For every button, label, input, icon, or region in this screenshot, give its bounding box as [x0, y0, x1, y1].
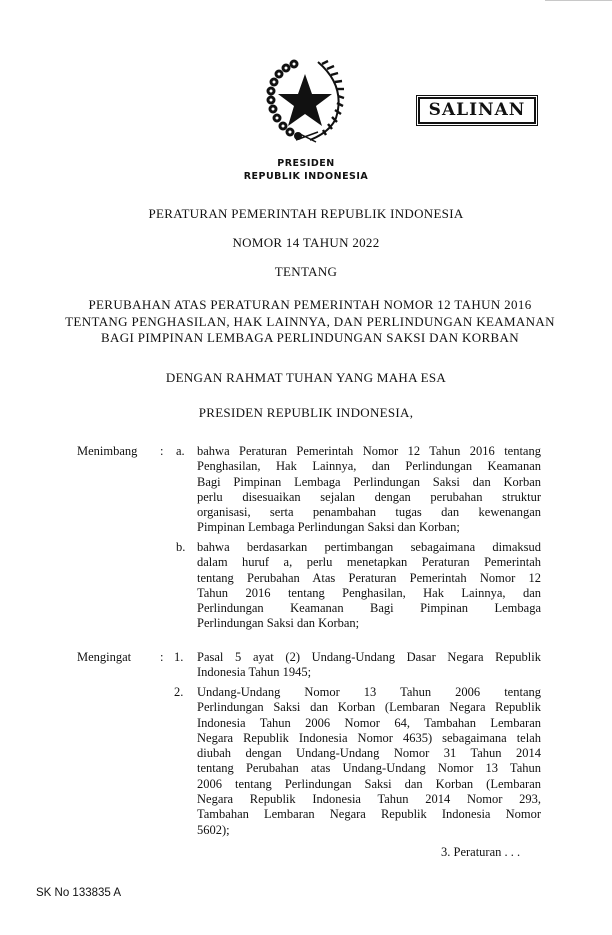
salinan-stamp: SALINAN [418, 97, 536, 124]
text-line: Perlindungan Saksi dan Korban; [197, 616, 360, 631]
mengingat-item-2 [197, 685, 541, 838]
text-line: Penghasilan, Hak Lainnya, dan Perlindungan Keamanan [197, 459, 541, 474]
mengingat-label: Mengingat [77, 650, 132, 664]
text-line: Tambahan Lembaran Negara Republik Indonesia Nomor [197, 807, 541, 822]
invocation: DENGAN RAHMAT TUHAN YANG MAHA ESA [165, 370, 447, 385]
subject-line: BAGI PIMPINAN LEMBAGA PERLINDUNGAN SAKSI DAN KORBAN [101, 330, 519, 345]
text-line: bahwa berdasarkan pertimbangan sebagaimana dimaksud [197, 540, 541, 554]
text-line: perlu disesuaikan sejalan dengan perubahan struktur [197, 489, 541, 504]
text-line: tentang Perubahan atas Undang-Undang Nomor 13 Tahun [197, 761, 541, 776]
subject-line: PERUBAHAN ATAS PERATURAN PEMERINTAH NOMOR 12 TAHUN 2016 [88, 297, 532, 312]
subject-line: TENTANG PENGHASILAN, HAK LAINNYA, DAN PERLINDUNGAN KEAMANAN [65, 313, 555, 329]
item-marker-a: a. [176, 444, 185, 458]
text-line: Pimpinan Lembaga Perlindungan Saksi dan Korban; [197, 520, 460, 535]
text-line: diubah dengan Undang-Undang Nomor 31 Tahun 2014 [197, 746, 541, 761]
item-marker-1: 1. [174, 650, 184, 664]
menimbang-colon: : [160, 444, 164, 458]
text-line: Tahun 2016 tentang Penghasilan, Hak Lainnya, dan [197, 585, 541, 600]
mengingat-colon: : [160, 650, 164, 664]
text-line: organisasi, serta penambahan tugas dan kewenangan [197, 505, 541, 520]
text-line: Indonesia Tahun 1945; [197, 665, 312, 680]
issuer-line-republik: REPUBLIK INDONESIA [243, 171, 369, 182]
footer-serial: SK No 133835 A [36, 887, 122, 899]
menimbang-label: Menimbang [77, 444, 138, 458]
issuer-line-presiden: PRESIDEN [277, 158, 335, 169]
menimbang-item-b [197, 540, 541, 632]
text-line: Pasal 5 ayat (2) Undang-Undang Dasar Negara Republik [197, 650, 541, 664]
menimbang-item-a [197, 444, 541, 536]
garuda-star-emblem-icon [252, 56, 358, 144]
scan-edge-line [545, 0, 612, 1]
text-line: Perlindungan Saksi dan Korban (Lembaran Negara Republik [197, 700, 541, 715]
text-line: 2006 tentang Perlindungan Saksi dan Korban (Lembaran [197, 776, 541, 791]
authority-line: PRESIDEN REPUBLIK INDONESIA, [198, 405, 414, 420]
text-line: Perlindungan Keamanan Bagi Pimpinan Lembaga [197, 601, 541, 616]
regulation-number: NOMOR 14 TAHUN 2022 [232, 235, 380, 250]
item-marker-b: b. [176, 540, 186, 554]
page-continuation: 3. Peraturan . . . [441, 845, 521, 859]
text-line: Indonesia Tahun 2006 Nomor 64, Tambahan Lembaran [197, 715, 541, 730]
mengingat-item-1 [197, 650, 541, 681]
text-line: Undang-Undang Nomor 13 Tahun 2006 tentang [197, 685, 541, 699]
text-line: bahwa Peraturan Pemerintah Nomor 12 Tahun 2016 tentang [197, 444, 541, 458]
tentang-heading: TENTANG [274, 264, 338, 279]
text-line: Negara Republik Indonesia Tahun 2014 Nomor 293, [197, 792, 541, 807]
text-line: 5602); [197, 822, 230, 837]
item-marker-2: 2. [174, 685, 184, 699]
text-line: tentang Perubahan Atas Peraturan Pemerintah Nomor 12 [197, 570, 541, 585]
regulation-title: PERATURAN PEMERINTAH REPUBLIK INDONESIA [148, 206, 464, 221]
regulation-subject [40, 297, 580, 347]
text-line: dalam huruf a, perlu menetapkan Peraturan Pemerintah [197, 555, 541, 570]
text-line: Negara Republik Indonesia Nomor 4635) sebagaimana telah [197, 730, 541, 745]
text-line: Bagi Pimpinan Lembaga Perlindungan Saksi dan Korban [197, 474, 541, 489]
